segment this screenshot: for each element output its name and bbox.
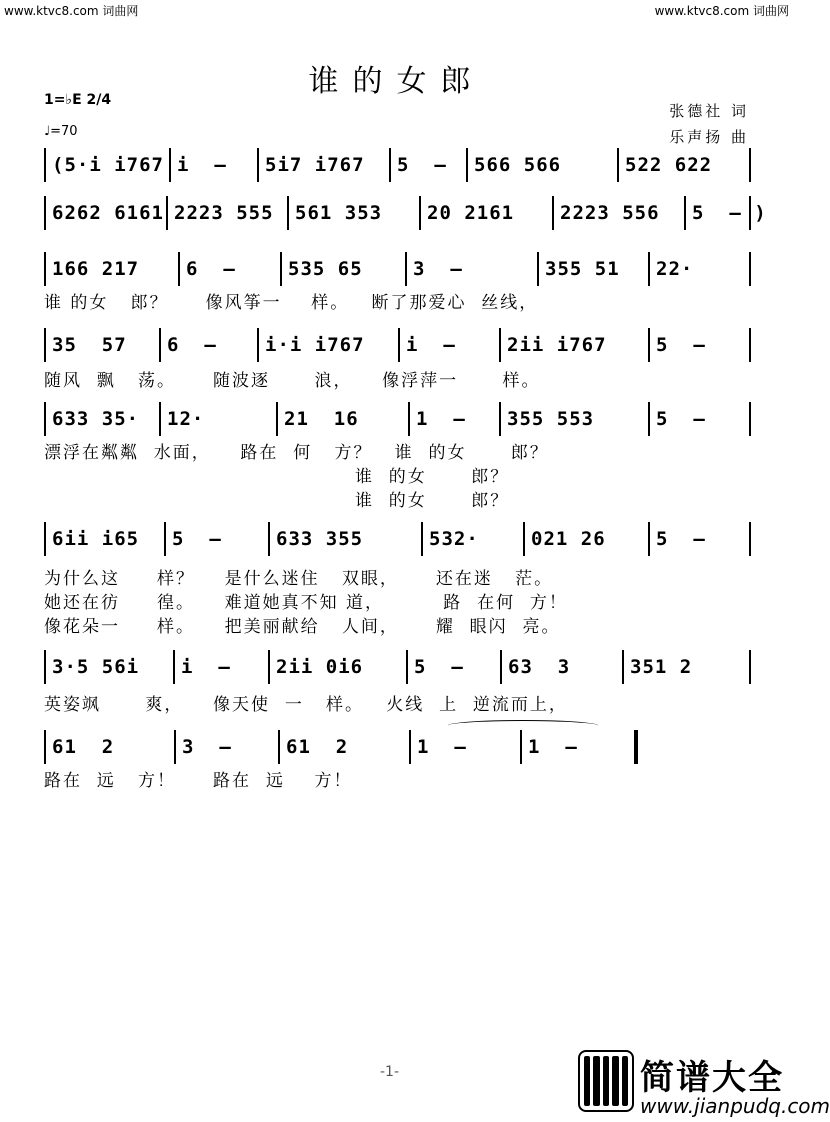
measure-notes: 2ii i767 <box>507 334 607 356</box>
barline <box>523 522 525 556</box>
measure-notes: 35 57 <box>52 334 127 356</box>
measure-notes: 1 – <box>416 408 466 430</box>
measure-notes: 6262 6161 <box>52 202 164 224</box>
header-right: www.ktvc8.com 词曲网 <box>654 4 789 18</box>
barline <box>408 402 410 436</box>
measure-notes: 166 217 <box>52 258 140 280</box>
tempo-marking: ♩=70 <box>44 124 78 139</box>
score-row <box>44 402 749 436</box>
barline <box>44 522 46 556</box>
lyric-line: 随风 飘 荡。 随波逐 浪， 像浮萍一 样。 <box>44 371 541 391</box>
measure-notes: 6 – <box>186 258 236 280</box>
measure-notes: 5 – <box>656 334 706 356</box>
measure-notes: 535 65 <box>288 258 363 280</box>
barline <box>44 402 46 436</box>
measure-notes: i – <box>406 334 456 356</box>
score-row <box>44 328 749 362</box>
measure-notes: 12· <box>167 408 205 430</box>
measure-notes: 3 – <box>182 736 232 758</box>
barline <box>684 196 686 230</box>
barline <box>552 196 554 230</box>
barline <box>749 252 751 286</box>
piano-icon <box>578 1050 634 1112</box>
measure-notes: 1 – <box>528 736 578 758</box>
measure-notes: 2223 556 <box>560 202 660 224</box>
barline <box>749 522 751 556</box>
measure-notes: 566 566 <box>474 154 562 176</box>
site-logo <box>578 1050 830 1120</box>
barline <box>634 730 638 764</box>
barline <box>174 730 176 764</box>
barline <box>749 148 751 182</box>
measure-notes: 5 – <box>414 656 464 678</box>
measure-notes: 20 2161 <box>427 202 515 224</box>
barline <box>648 252 650 286</box>
song-title: 谁的女郎 <box>308 64 485 99</box>
barline <box>276 402 278 436</box>
logo-text: 简谱大全 <box>640 1058 784 1098</box>
barline <box>173 650 175 684</box>
barline <box>44 196 46 230</box>
barline <box>648 402 650 436</box>
barline <box>421 522 423 556</box>
barline <box>178 252 180 286</box>
barline <box>44 328 46 362</box>
measure-notes: 6ii i65 <box>52 528 140 550</box>
measure-notes: 2223 555 <box>174 202 274 224</box>
lyricist-credit: 张德社 词 <box>669 102 749 120</box>
lyric-line: 英姿飒 爽， 像天使 一 样。 火线 上 逆流而上， <box>44 695 568 715</box>
barline <box>499 328 501 362</box>
measure-notes: (5·i i767 <box>52 154 164 176</box>
barline <box>520 730 522 764</box>
measure-notes: 21 16 <box>284 408 359 430</box>
measure-notes: 5i7 i767 <box>265 154 365 176</box>
score-row <box>44 650 749 684</box>
barline <box>406 650 408 684</box>
header-left: www.ktvc8.com 词曲网 <box>4 4 139 18</box>
lyric-line: 谁 的女 郎？ <box>44 467 510 487</box>
measure-notes: 633 35· <box>52 408 140 430</box>
barline <box>44 148 46 182</box>
barline <box>159 402 161 436</box>
lyric-line: 漂浮在粼粼 水面， 路在 何 方？ 谁 的女 郎？ <box>44 443 549 463</box>
score-row <box>44 196 767 230</box>
barline <box>749 650 751 684</box>
lyric-line: 谁 的女 郎？ 像风筝一 样。 断了那爱心 丝线， <box>44 293 539 313</box>
measure-notes: i – <box>177 154 227 176</box>
measure-notes: 22· <box>656 258 694 280</box>
barline <box>749 402 751 436</box>
barline <box>268 650 270 684</box>
barline <box>257 328 259 362</box>
measure-notes: 633 355 <box>276 528 364 550</box>
measure-notes: 5 – <box>172 528 222 550</box>
measure-notes: i·i i767 <box>265 334 365 356</box>
measure-notes: 522 622 <box>625 154 713 176</box>
lyric-line: 路在 远 方！ 路在 远 方！ <box>44 771 353 791</box>
barline <box>419 196 421 230</box>
barline <box>617 148 619 182</box>
barline <box>159 328 161 362</box>
score-row <box>44 730 749 764</box>
lyric-line: 像花朵一 样。 把美丽献给 人间， 耀 眼闪 亮。 <box>44 617 561 637</box>
measure-notes: 5 – <box>656 408 706 430</box>
barline <box>268 522 270 556</box>
barline <box>287 196 289 230</box>
measure-notes: 63 3 <box>508 656 571 678</box>
barline <box>749 328 751 362</box>
barline <box>500 650 502 684</box>
measure-notes: 5 – <box>397 154 447 176</box>
barline <box>537 252 539 286</box>
barline <box>169 148 171 182</box>
page-number: -1- <box>380 1064 400 1080</box>
lyric-line: 她还在彷 徨。 难道她真不知 道， 路 在何 方！ <box>44 593 568 613</box>
barline <box>280 252 282 286</box>
measure-notes: 6 – <box>167 334 217 356</box>
barline <box>44 730 46 764</box>
barline <box>466 148 468 182</box>
score-row <box>44 252 749 286</box>
measure-notes: 1 – <box>417 736 467 758</box>
logo-url: www.jianpudq.com <box>640 1094 830 1118</box>
barline <box>278 730 280 764</box>
barline <box>257 148 259 182</box>
measure-notes: 5 – <box>656 528 706 550</box>
measure-notes: i – <box>181 656 231 678</box>
measure-notes: 61 2 <box>286 736 349 758</box>
measure-notes: 355 553 <box>507 408 595 430</box>
barline <box>648 328 650 362</box>
measure-notes: 021 26 <box>531 528 606 550</box>
barline <box>648 522 650 556</box>
measure-notes: 3·5 56i <box>52 656 140 678</box>
score-row <box>44 522 749 556</box>
measure-notes: 532· <box>429 528 479 550</box>
measure-notes: 3 – <box>413 258 463 280</box>
measure-notes: 561 353 <box>295 202 383 224</box>
measure-notes: 355 51 <box>545 258 620 280</box>
barline <box>409 730 411 764</box>
barline <box>164 522 166 556</box>
barline <box>44 650 46 684</box>
lyric-line: 谁 的女 郎？ <box>44 491 510 511</box>
tie-mark <box>448 720 598 731</box>
lyric-line: 为什么这 样？ 是什么迷住 双眼， 还在迷 茫。 <box>44 569 554 589</box>
measure-notes: 351 2 <box>630 656 693 678</box>
barline <box>405 252 407 286</box>
barline <box>166 196 168 230</box>
score-row <box>44 148 749 182</box>
barline <box>622 650 624 684</box>
measure-notes: 2ii 0i6 <box>276 656 364 678</box>
barline <box>499 402 501 436</box>
composer-credit: 乐声扬 曲 <box>669 128 749 146</box>
measure-notes: 61 2 <box>52 736 115 758</box>
key-signature: 1=♭E 2/4 <box>44 92 112 108</box>
measure-notes: 5 – ) <box>692 202 767 224</box>
barline <box>398 328 400 362</box>
barline <box>389 148 391 182</box>
barline <box>44 252 46 286</box>
